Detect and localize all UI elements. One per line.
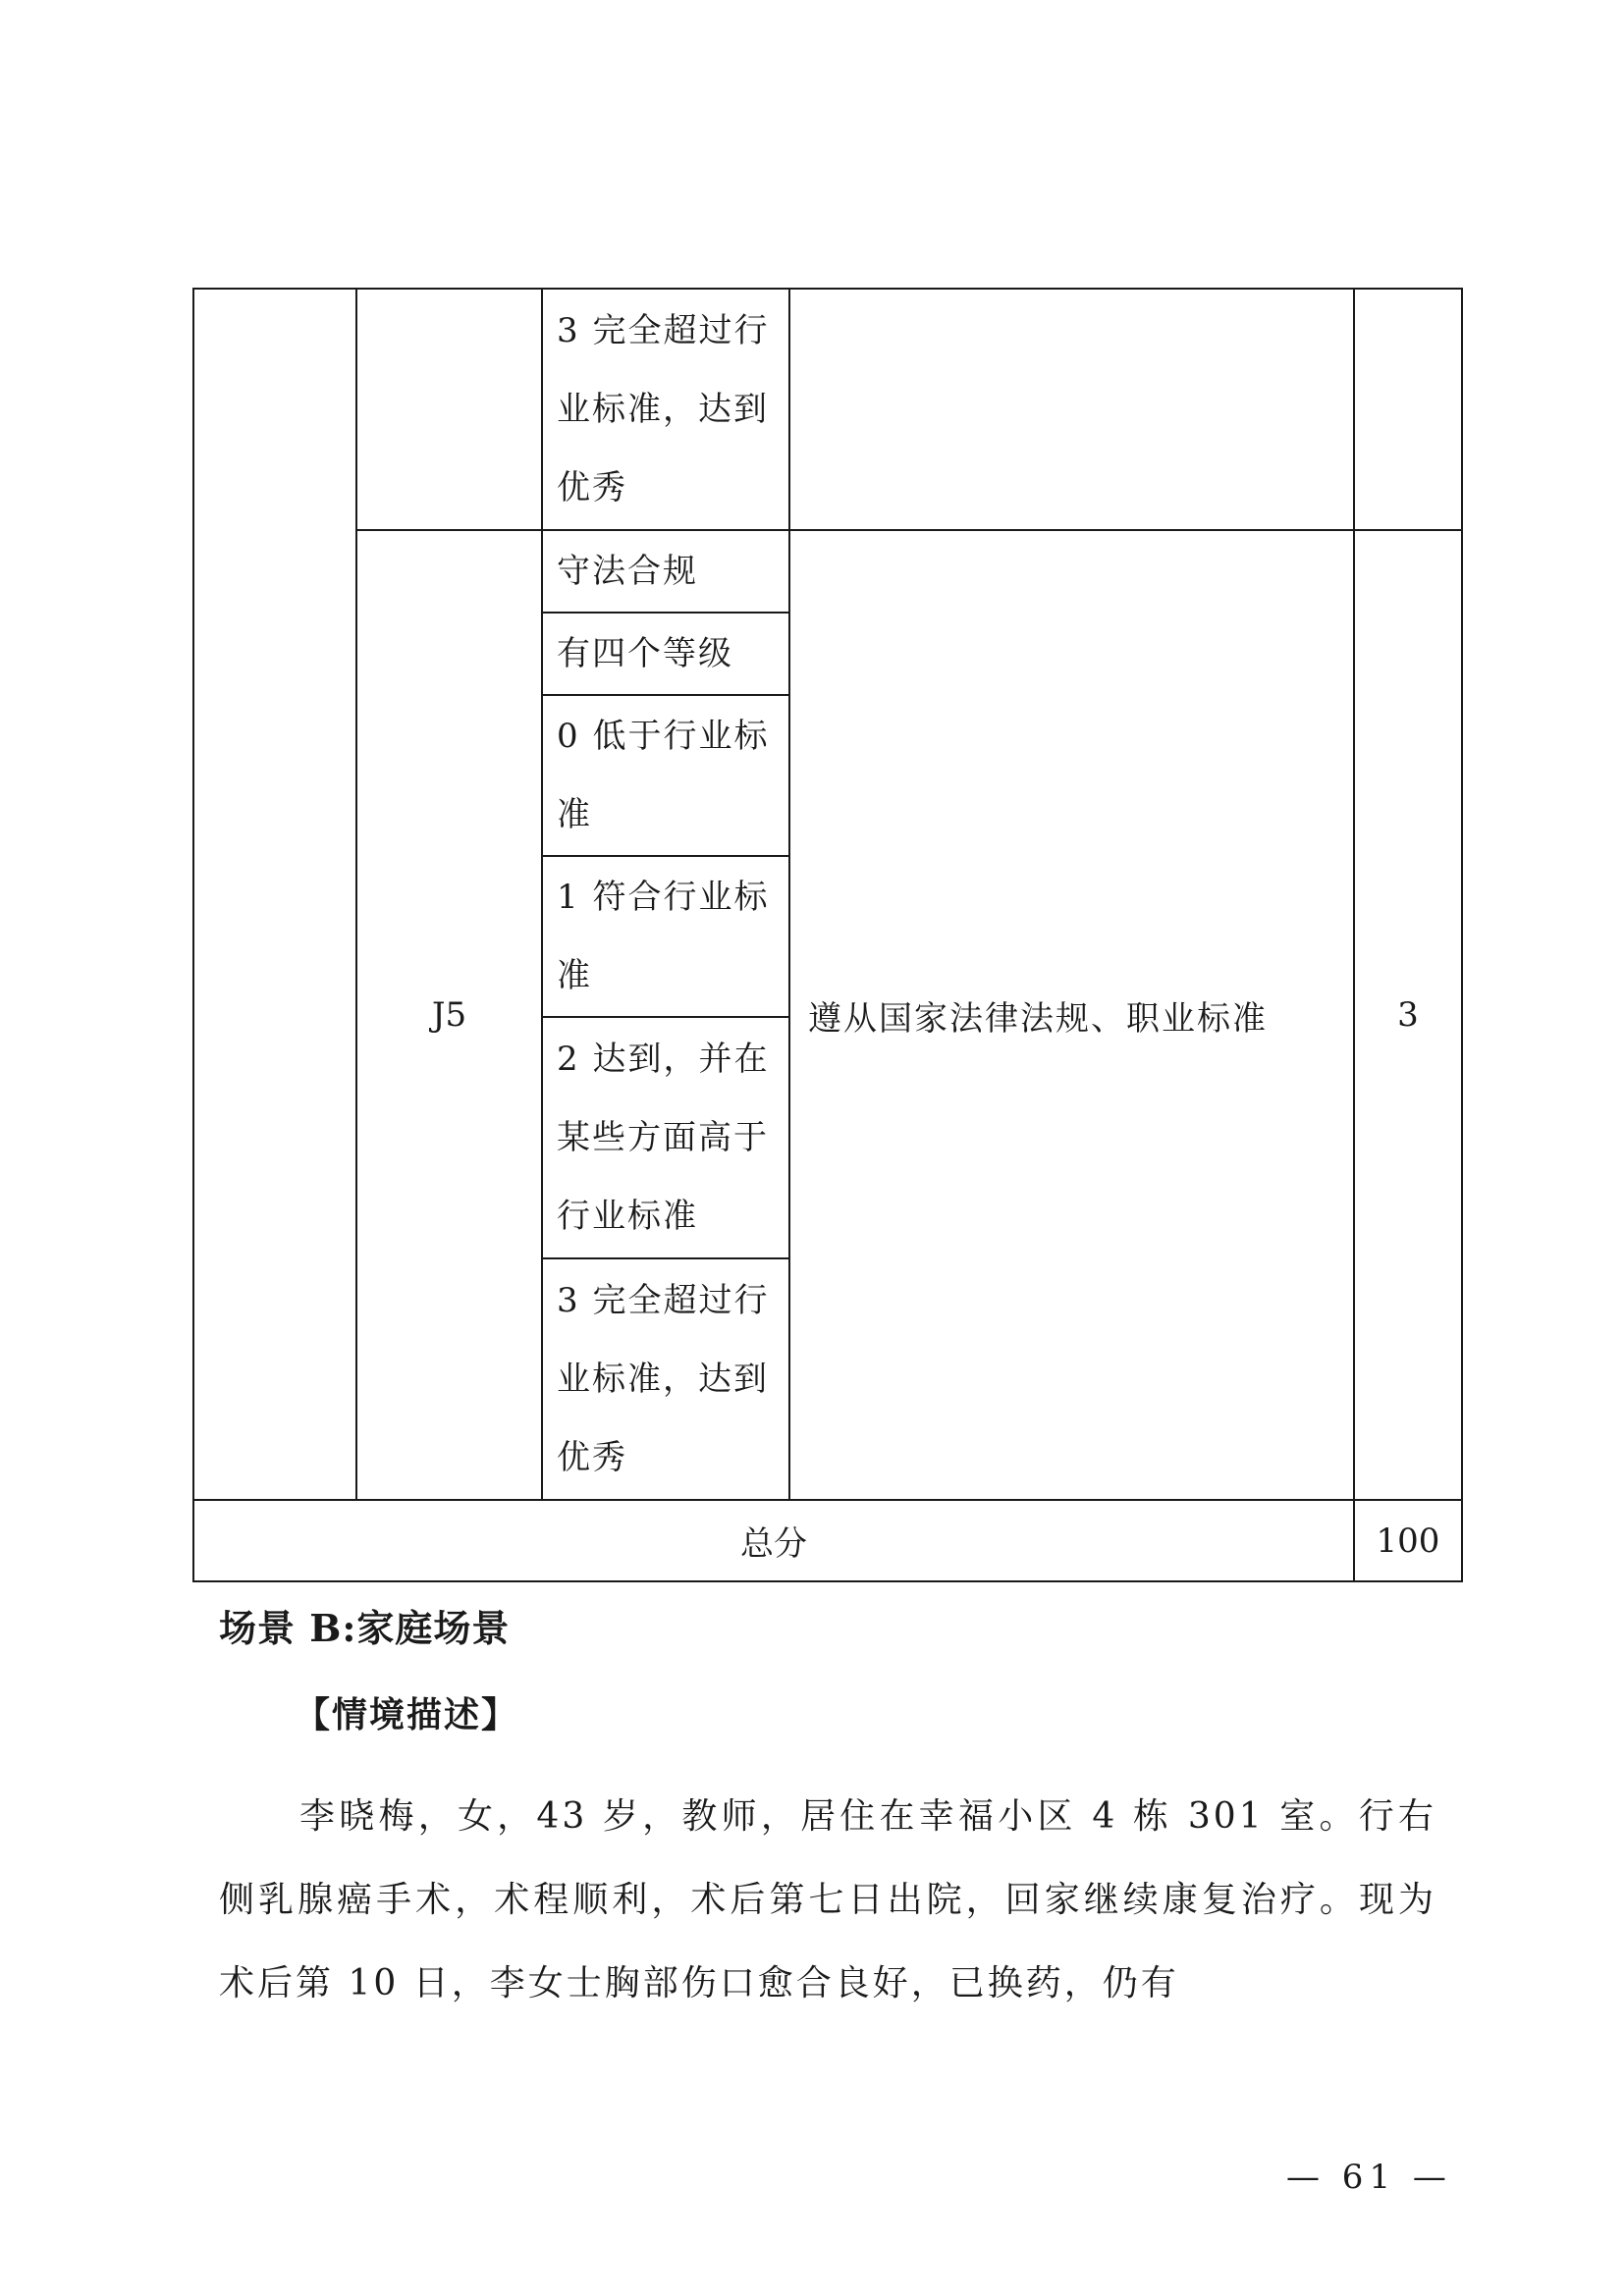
body-paragraph: 李晓梅，女，43 岁，教师，居住在幸福小区 4 栋 301 室。行右侧乳腺癌手术，术程顺利，术后第七日出院，回家继续康复治疗。现为术后第 10 日，李女士胸部伤口愈合良好，已换药，仍有 bbox=[219, 1796, 1436, 2003]
level-item: 2 达到，并在某些方面高于行业标准 bbox=[542, 1017, 789, 1258]
levels-header: 有四个等级 bbox=[542, 613, 789, 695]
criterion-content: 遵从国家法律法规、职业标准 bbox=[789, 530, 1354, 1500]
criterion-score: 3 bbox=[1354, 530, 1462, 1500]
table-cell-category bbox=[193, 289, 356, 1500]
situation-heading: 【情境描述】 bbox=[295, 1694, 519, 1735]
scene-heading: 场景 B:家庭场景 bbox=[219, 1606, 511, 1650]
table-row bbox=[193, 530, 1462, 613]
scoring-table bbox=[192, 288, 1463, 1582]
criterion-code: J5 bbox=[356, 530, 542, 1500]
table-cell-score bbox=[1354, 289, 1462, 530]
total-row bbox=[193, 1500, 1462, 1581]
criterion-title: 守法合规 bbox=[542, 530, 789, 613]
table-row bbox=[193, 289, 1462, 530]
table-cell-content bbox=[789, 289, 1354, 530]
table-cell-code bbox=[356, 289, 542, 530]
level-item: 1 符合行业标准 bbox=[542, 856, 789, 1017]
level-item: 0 低于行业标准 bbox=[542, 695, 789, 856]
total-score: 100 bbox=[1354, 1500, 1462, 1581]
page-number: — 61 — bbox=[1286, 2158, 1452, 2197]
total-label: 总分 bbox=[193, 1500, 1354, 1581]
level-item: 3 完全超过行业标准，达到优秀 bbox=[542, 289, 789, 530]
level-item: 3 完全超过行业标准，达到优秀 bbox=[542, 1258, 789, 1500]
